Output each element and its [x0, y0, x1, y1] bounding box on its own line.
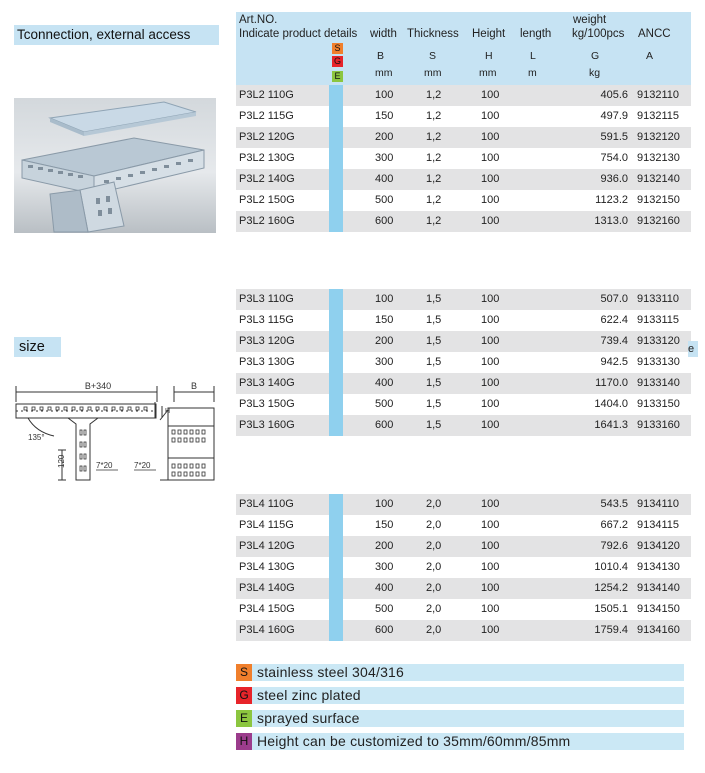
angle-label: 135°	[28, 433, 45, 442]
cell-t: 1,2	[426, 110, 442, 122]
header-ancc: ANCC	[638, 28, 671, 40]
cell-art: P3L2 115G	[239, 110, 294, 122]
cell-ancc: 9134120	[637, 540, 680, 552]
cell-t: 1,5	[426, 293, 442, 305]
blue-column-1	[329, 85, 343, 232]
header-sym-h: H	[485, 50, 493, 62]
blue-column-2	[329, 289, 343, 436]
cell-w: 500	[375, 194, 394, 206]
blue-column-3	[329, 494, 343, 641]
legend-row-g	[236, 687, 684, 704]
cell-w: 400	[375, 173, 394, 185]
cell-kg: 507.0	[600, 293, 628, 305]
cell-t: 1,5	[426, 356, 442, 368]
badge-e: E	[332, 71, 343, 82]
table-row	[236, 85, 691, 106]
cell-t: 1,5	[426, 398, 442, 410]
cell-h: 100	[481, 419, 500, 431]
cell-art: P3L3 115G	[239, 314, 294, 326]
cell-h: 100	[481, 194, 500, 206]
cell-t: 1,2	[426, 152, 442, 164]
cell-h: 100	[481, 356, 500, 368]
cell-art: P3L2 140G	[239, 173, 295, 185]
table-row	[236, 352, 691, 373]
header-unit-kg: kg	[589, 67, 601, 79]
cell-ancc: 9133110	[637, 293, 680, 305]
legend-text-g: steel zinc plated	[257, 687, 361, 703]
header-indicate: Indicate product details	[239, 28, 358, 40]
cell-ancc: 9134130	[637, 561, 680, 573]
header-sym-l: L	[530, 50, 536, 62]
cell-w: 400	[375, 377, 394, 389]
header-sym-s: S	[429, 50, 437, 62]
cell-kg: 792.6	[600, 540, 628, 552]
cell-art: P3L4 110G	[239, 498, 294, 510]
cell-kg: 1313.0	[594, 215, 628, 227]
cell-ancc: 9133140	[637, 377, 680, 389]
cell-art: P3L3 160G	[239, 419, 295, 431]
cell-kg: 1010.4	[594, 561, 628, 573]
cell-kg: 1641.3	[594, 419, 628, 431]
cell-art: P3L2 130G	[239, 152, 295, 164]
dim-120-label: 120	[57, 454, 66, 468]
cell-art: P3L4 140G	[239, 582, 295, 594]
table-row	[236, 190, 691, 211]
cell-t: 1,2	[426, 89, 442, 101]
header-thickness: Thickness	[407, 28, 459, 40]
cell-kg: 1123.2	[595, 194, 628, 206]
cell-t: 1,2	[426, 173, 442, 185]
cell-art: P3L3 140G	[239, 377, 295, 389]
cell-h: 100	[481, 540, 500, 552]
table-row	[236, 620, 691, 641]
table-row	[236, 599, 691, 620]
cell-w: 150	[375, 314, 394, 326]
cell-art: P3L3 130G	[239, 356, 295, 368]
cell-ancc: 9133115	[637, 314, 680, 326]
cell-h: 100	[481, 152, 500, 164]
cell-h: 100	[481, 582, 500, 594]
table-row	[236, 211, 691, 232]
table-row	[236, 310, 691, 331]
header-sym-b: B	[377, 50, 385, 62]
legend-badge-s: S	[236, 664, 252, 681]
header-height: Height	[472, 28, 506, 40]
cell-h: 100	[481, 603, 500, 615]
cell-ancc: 9134115	[637, 519, 680, 531]
cell-w: 400	[375, 582, 394, 594]
cell-h: 100	[481, 89, 500, 101]
cell-w: 600	[375, 419, 394, 431]
cell-kg: 754.0	[600, 152, 628, 164]
cell-kg: 405.6	[600, 89, 628, 101]
cell-ancc: 9132120	[637, 131, 680, 143]
cell-h: 100	[481, 131, 500, 143]
section-title: Tconnection, external access	[14, 25, 219, 45]
header-weight: weight	[573, 14, 607, 26]
cell-h: 100	[481, 398, 500, 410]
cell-kg: 1759.4	[594, 624, 628, 636]
cell-art: P3L4 115G	[239, 519, 294, 531]
table-row	[236, 127, 691, 148]
cell-ancc: 9133150	[637, 398, 680, 410]
cell-art: P3L3 150G	[239, 398, 295, 410]
legend-badge-e: E	[236, 710, 252, 727]
cell-ancc: 9133120	[637, 335, 680, 347]
cell-art: P3L4 130G	[239, 561, 295, 573]
cell-art: P3L3 120G	[239, 335, 295, 347]
header-unit-mm-2: mm	[424, 67, 442, 79]
table-row	[236, 289, 691, 310]
table-row	[236, 415, 691, 436]
cell-h: 100	[481, 377, 500, 389]
cell-h: 100	[481, 519, 500, 531]
legend-row-h	[236, 733, 684, 750]
cell-kg: 936.0	[600, 173, 628, 185]
cell-ancc: 9133160	[637, 419, 680, 431]
table-row	[236, 331, 691, 352]
cell-w: 100	[375, 498, 394, 510]
dim-b-label: B	[190, 381, 198, 391]
cell-kg: 1404.0	[594, 398, 628, 410]
cell-t: 2,0	[426, 603, 442, 615]
cell-h: 100	[481, 624, 500, 636]
cell-t: 1,2	[426, 194, 442, 206]
cell-kg: 942.5	[600, 356, 628, 368]
table-row	[236, 557, 691, 578]
slot-label-1: 7*20	[96, 461, 113, 470]
slot-label-2: 7*20	[134, 461, 151, 470]
cell-t: 1,2	[426, 215, 442, 227]
cell-h: 100	[481, 173, 500, 185]
cell-art: P3L4 160G	[239, 624, 295, 636]
legend-row-s	[236, 664, 684, 681]
header-length: length	[520, 28, 552, 40]
table-row	[236, 578, 691, 599]
cell-w: 300	[375, 152, 394, 164]
cell-kg: 1170.0	[595, 377, 628, 389]
cell-t: 2,0	[426, 519, 442, 531]
cell-w: 200	[375, 540, 394, 552]
legend-badge-h: H	[236, 733, 252, 750]
header-kg100: kg/100pcs	[572, 28, 625, 40]
table-row	[236, 169, 691, 190]
badge-s: S	[332, 43, 343, 54]
table-row	[236, 106, 691, 127]
header-art-no: Art.NO.	[239, 14, 278, 26]
size-label: size	[14, 337, 61, 357]
cell-art: P3L2 110G	[239, 89, 294, 101]
legend-badge-g: G	[236, 687, 252, 704]
cell-w: 200	[375, 335, 394, 347]
table-row	[236, 494, 691, 515]
legend-text-h: Height can be customized to 35mm/60mm/85mm	[257, 733, 571, 749]
table-header	[236, 12, 691, 85]
cell-ancc: 9132150	[637, 194, 680, 206]
cell-kg: 739.4	[600, 335, 628, 347]
table-row	[236, 536, 691, 557]
cell-t: 1,5	[426, 335, 442, 347]
cell-w: 500	[375, 603, 394, 615]
cell-w: 500	[375, 398, 394, 410]
cell-h: 100	[481, 215, 500, 227]
cell-ancc: 9134140	[637, 582, 680, 594]
badge-g: G	[333, 56, 341, 66]
cell-kg: 1505.1	[594, 603, 628, 615]
header-sym-g: G	[591, 50, 600, 62]
cell-kg: 543.5	[600, 498, 628, 510]
cell-t: 2,0	[426, 624, 442, 636]
cell-t: 2,0	[426, 582, 442, 594]
cell-t: 1,5	[426, 377, 442, 389]
cell-w: 200	[375, 131, 394, 143]
cell-h: 100	[481, 314, 500, 326]
cell-w: 300	[375, 356, 394, 368]
tee-connector-illustration	[14, 98, 216, 233]
cell-art: P3L2 160G	[239, 215, 295, 227]
cell-kg: 667.2	[600, 519, 628, 531]
table-row	[236, 148, 691, 169]
cell-w: 100	[375, 293, 394, 305]
cell-h: 100	[481, 335, 500, 347]
legend-text-e: sprayed surface	[257, 710, 360, 726]
cell-t: 1,5	[426, 314, 442, 326]
cell-t: 2,0	[426, 540, 442, 552]
cell-ancc: 9132140	[637, 173, 680, 185]
legend-text-s: stainless steel 304/316	[257, 664, 405, 680]
cell-w: 150	[375, 110, 394, 122]
cell-ancc: 9134160	[637, 624, 680, 636]
cell-ancc: 9132110	[637, 89, 680, 101]
cell-t: 1,2	[426, 131, 442, 143]
cell-h: 100	[481, 561, 500, 573]
cell-art: P3L4 120G	[239, 540, 295, 552]
cell-kg: 622.4	[600, 314, 628, 326]
cell-art: P3L2 120G	[239, 131, 295, 143]
cell-ancc: 9132115	[637, 110, 680, 122]
cell-art: P3L4 150G	[239, 603, 295, 615]
cell-w: 100	[375, 89, 394, 101]
header-width: width	[370, 28, 397, 40]
table-row	[236, 373, 691, 394]
cell-h: 100	[481, 498, 500, 510]
table-row	[236, 515, 691, 536]
header-unit-mm-3: mm	[479, 67, 497, 79]
cell-w: 600	[375, 215, 394, 227]
product-photo	[14, 98, 216, 233]
cell-w: 600	[375, 624, 394, 636]
cell-art: P3L2 150G	[239, 194, 295, 206]
cell-h: 100	[481, 110, 500, 122]
cell-kg: 1254.2	[594, 582, 628, 594]
cell-ancc: 9132160	[637, 215, 680, 227]
cell-kg: 497.9	[600, 110, 628, 122]
header-sym-a: A	[646, 50, 654, 62]
cell-ancc: 9133130	[637, 356, 680, 368]
table-row	[236, 394, 691, 415]
partial-cropped-text: e	[688, 341, 698, 357]
cell-ancc: 9132130	[637, 152, 680, 164]
dim-top-label: B+340	[84, 381, 112, 391]
cell-kg: 591.5	[600, 131, 628, 143]
dimension-drawing	[10, 380, 220, 490]
cell-h: 100	[481, 293, 500, 305]
cell-ancc: 9134110	[637, 498, 680, 510]
cell-t: 2,0	[426, 498, 442, 510]
cell-art: P3L3 110G	[239, 293, 294, 305]
cell-t: 2,0	[426, 561, 442, 573]
legend-row-e	[236, 710, 684, 727]
cell-ancc: 9134150	[637, 603, 680, 615]
header-unit-mm-1: mm	[375, 67, 393, 79]
cell-w: 150	[375, 519, 394, 531]
header-unit-m: m	[528, 67, 537, 79]
cell-t: 1,5	[426, 419, 442, 431]
cell-w: 300	[375, 561, 394, 573]
dim-h-label: H	[165, 408, 171, 415]
